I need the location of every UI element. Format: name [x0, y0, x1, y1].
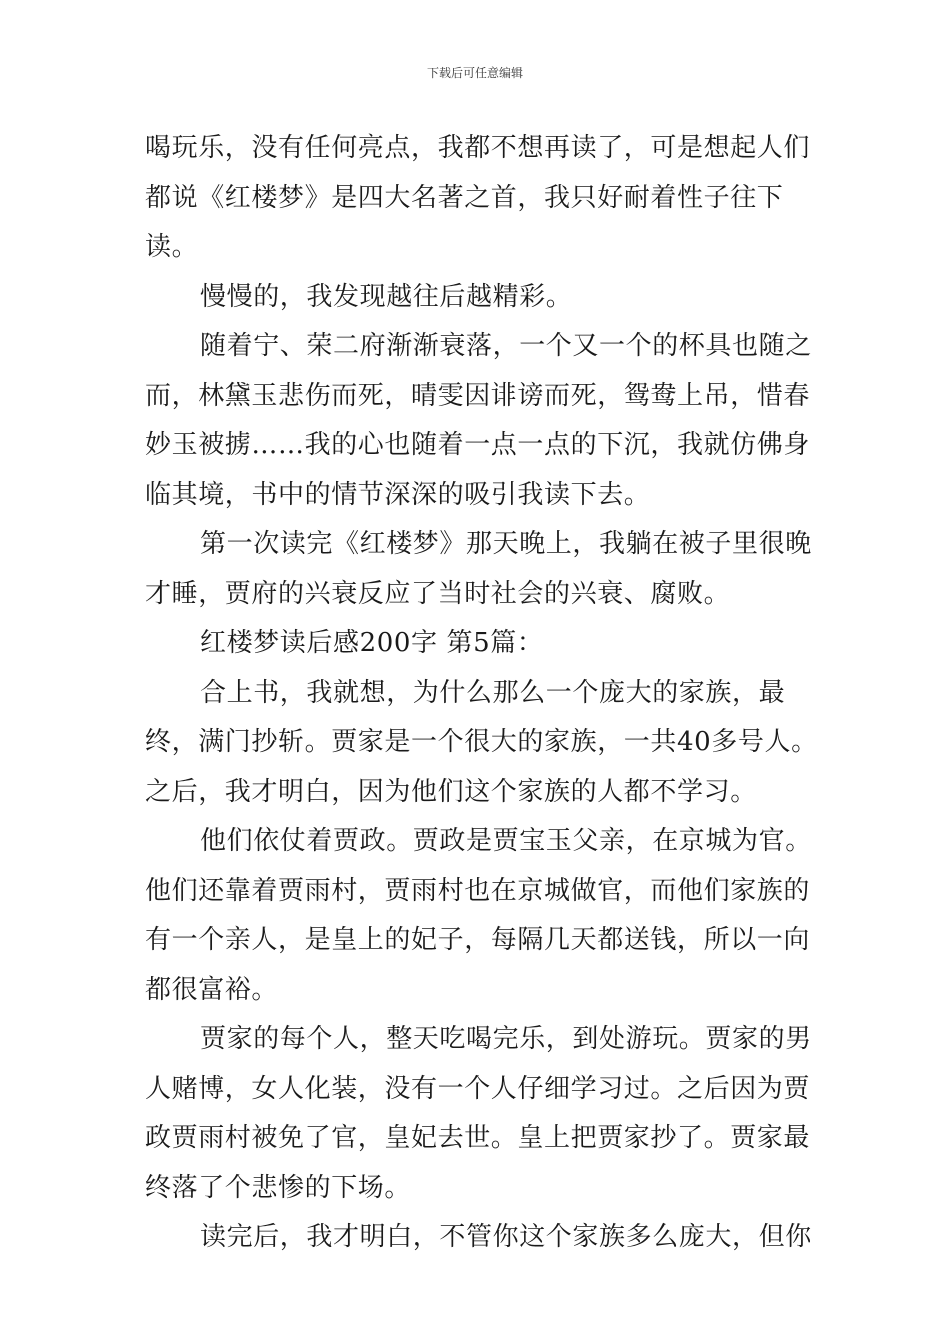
paragraph: 读完后，我才明白，不管你这个家族多么庞大，但你: [200, 1222, 812, 1252]
paragraph: 他们依仗着贾政。贾政是贾宝玉父亲，在京城为官。他们还靠着贾雨村，贾雨村也在京城做官，而他们家族的有一个亲人，是皇上的妃子，每隔几天都送钱，所以一向都很富裕。: [145, 826, 812, 1005]
paragraph: 喝玩乐，没有任何亮点，我都不想再读了，可是想起人们都说《红楼梦》是四大名著之首，我只好耐着性子往下读。: [145, 133, 811, 262]
paragraph: 慢慢的，我发现越往后越精彩。: [200, 281, 573, 312]
paragraph: 合上书，我就想，为什么那么一个庞大的家族，最终，满门抄斩。贾家是一个很大的家族，一共40多号人。之后，我才明白，因为他们这个家族的人都不学习。: [145, 677, 818, 807]
document-body: [145, 124, 835, 1263]
paragraph: 贾家的每个人，整天吃喝完乐，到处游玩。贾家的男人赌博，女人化装，没有一个人仔细学习过。之后因为贾政贾雨村被免了官，皇妃去世。皇上把贾家抄了。贾家最终落了个悲惨的下场。: [145, 1024, 812, 1203]
section-heading: 红楼梦读后感200字 第5篇：: [200, 628, 544, 658]
paragraph: 随着宁、荣二府渐渐衰落，一个又一个的杯具也随之而，林黛玉悲伤而死，晴雯因诽谤而死，鸳鸯上吊，惜春妙玉被掳……我的心也随着一点一点的下沉，我就仿佛身临其境，书中的情节深深的吸引我读下去。: [145, 331, 812, 510]
paragraph: 第一次读完《红楼梦》那天晚上，我躺在被子里很晚才睡，贾府的兴衰反应了当时社会的兴衰、腐败。: [145, 529, 812, 609]
page-header: 下载后可任意编辑: [426, 66, 523, 80]
